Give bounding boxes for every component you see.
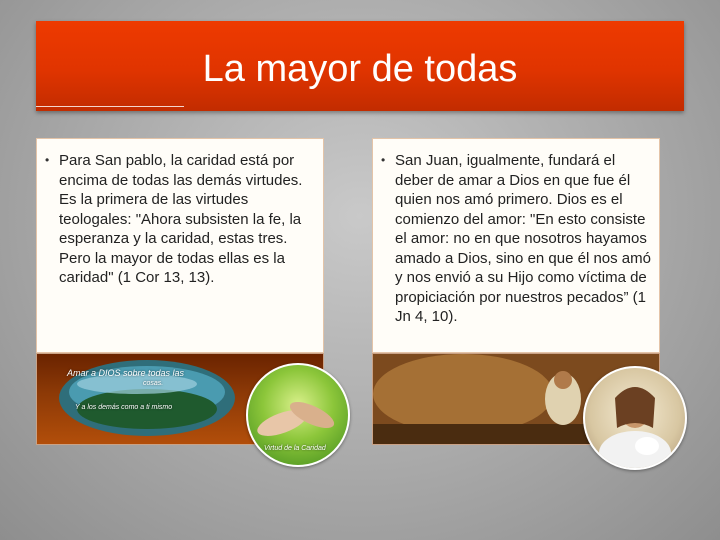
image-overlay-line2: cosas.	[143, 380, 164, 387]
left-text-panel	[36, 138, 324, 353]
left-bullet: •	[45, 153, 50, 167]
image-overlay-line3: Y a los demás como a ti mismo	[75, 404, 173, 411]
right-text-panel	[372, 138, 660, 353]
hands-circle-image	[246, 363, 350, 467]
slide-title: La mayor de todas	[202, 48, 518, 90]
title-underline	[36, 106, 184, 107]
virtue-caption: Virtud de la Caridad	[264, 445, 326, 452]
jesus-portrait-icon	[585, 368, 685, 468]
right-bullet: •	[381, 153, 386, 167]
image-overlay-line1: Amar a DIOS sobre todas las	[67, 368, 185, 378]
left-panel-text: Para San pablo, la caridad está por encima de todas las demás virtudes. Es la primera de las virtudes teologales: "Ahora subsisten la fe, la esperanza y la caridad, estas tres. Pero la mayor de todas ellas es la caridad" (1 Cor 13, 13).	[59, 152, 303, 286]
jesus-lamb-circle-image	[583, 366, 687, 470]
right-panel-text: San Juan, igualmente, fundará el deber de amar a Dios en que fue él quien nos amó primero. Dios es el comienzo del amor: "En esto consiste el amor: no en que nosotros hayamos amado a Dios, sino en que él nos amó y nos envió a su Hijo como víctima de propiciación por nuestros pecados” (1 Jn 4, 10).	[395, 152, 651, 325]
